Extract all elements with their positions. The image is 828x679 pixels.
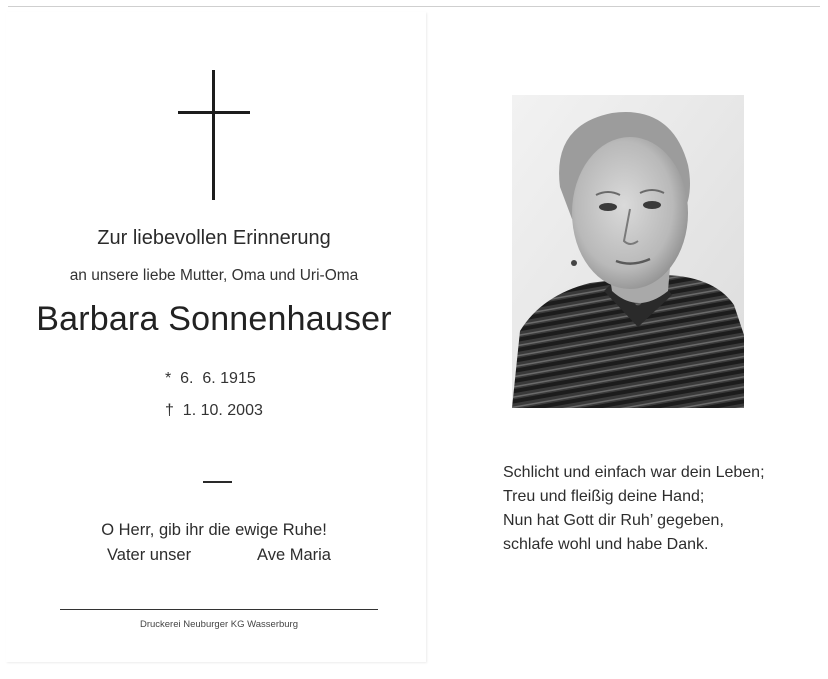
prayer-vater-unser: Vater unser [107, 546, 192, 564]
memorial-subheading: an unsere liebe Mutter, Oma und Uri-Oma [69, 267, 359, 284]
birth-date: * 6. 6. 1915 [165, 370, 256, 387]
memorial-heading: Zur liebevollen Erinnerung [97, 227, 331, 249]
death-date: † 1. 10. 2003 [165, 402, 263, 419]
prayer-ave-maria: Ave Maria [257, 546, 331, 564]
scan-edge-line [8, 6, 820, 7]
printer-credit: Druckerei Neuburger KG Wasserburg [139, 619, 299, 630]
deceased-name: Barbara Sonnenhauser [36, 300, 392, 338]
poem-line: Nun hat Gott dir Ruh’ gegeben, [503, 512, 724, 529]
poem-line: schlafe wohl und habe Dank. [503, 536, 709, 553]
divider [203, 481, 232, 483]
cross-icon [178, 70, 250, 200]
portrait-photo [512, 95, 744, 408]
prayer-text: O Herr, gib ihr die ewige Ruhe! [101, 521, 327, 539]
poem-line: Schlicht und einfach war dein Leben; [503, 464, 765, 481]
poem-line: Treu und fleißig deine Hand; [503, 488, 705, 505]
poem-block [503, 461, 765, 557]
footer-rule [60, 609, 378, 610]
